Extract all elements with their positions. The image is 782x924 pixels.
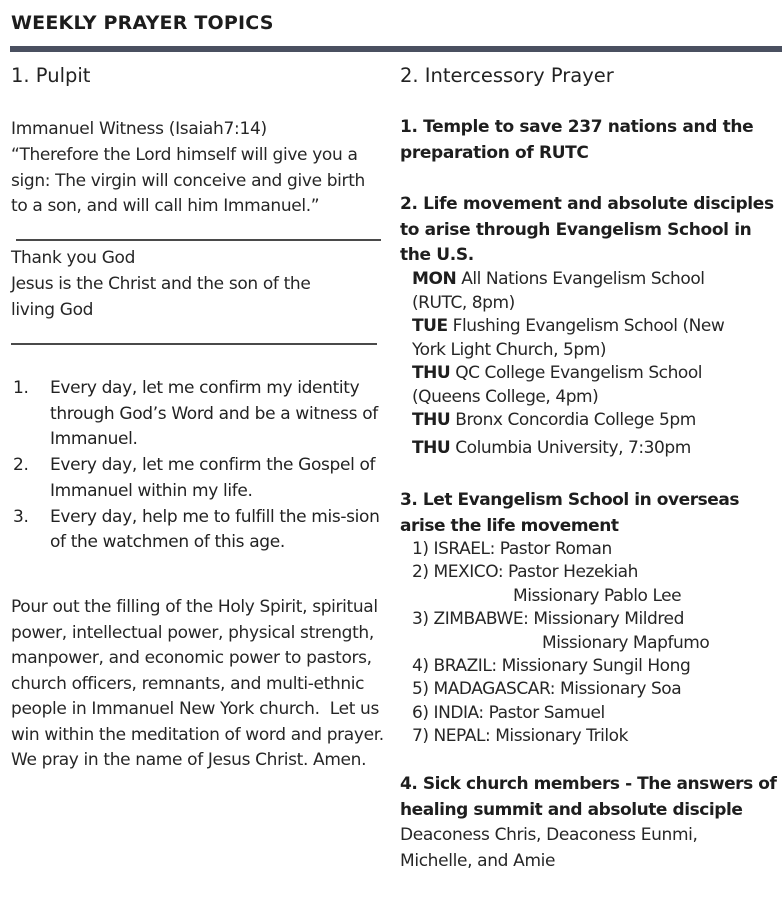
country-item: 4) BRAZIL: Missionary Sungil Hong <box>412 656 691 677</box>
day-label: THU <box>412 410 451 430</box>
country-item: 2) MEXICO: Pastor Hezekiah <box>412 562 638 583</box>
witness-title: Immanuel Witness (Isaiah7:14) <box>11 119 267 139</box>
day-label: MON <box>412 269 457 289</box>
evangelism-school-list <box>412 268 757 460</box>
intercessory-heading: 2. Intercessory Prayer <box>400 64 614 87</box>
list-item-text: Every day, let me confirm the Gospel of Immanuel within my life. <box>50 455 376 501</box>
country-item: 7) NEPAL: Missionary Trilok <box>412 726 628 747</box>
school-text: All Nations Evangelism School (RUTC, 8pm) <box>412 269 705 313</box>
country-item: 5) MADAGASCAR: Missionary Soa <box>412 679 682 700</box>
country-item: 6) INDIA: Pastor Samuel <box>412 702 605 723</box>
topic-overseas: 3. Let Evangelism School in overseas arise the life movement <box>400 490 740 536</box>
school-text: Columbia University, 7:30pm <box>455 437 691 458</box>
title-rule <box>10 46 782 52</box>
list-item <box>11 505 391 556</box>
day-label: TUE <box>412 316 448 336</box>
school-item <box>412 437 757 461</box>
school-text: Bronx Concordia College 5pm <box>455 410 696 430</box>
day-label: THU <box>412 437 451 458</box>
school-item <box>412 315 757 362</box>
sick-members-names: Deaconess Chris, Deaconess Eunmi, Michelle, and Amie <box>400 825 698 871</box>
school-text: QC College Evangelism School (Queens College, 4pm) <box>412 363 703 407</box>
scripture-verse: “Therefore the Lord himself will give you a sign: The virgin will conceive and give birth to a son, and will call him Immanuel.” <box>11 145 365 216</box>
country-item: 3) ZIMBABWE: Missionary Mildred <box>412 609 684 630</box>
country-item: 1) ISRAEL: Pastor Roman <box>412 539 612 559</box>
school-item <box>412 362 757 409</box>
school-item <box>412 268 757 315</box>
confession-text: Jesus is the Christ and the son of the living God <box>11 274 311 320</box>
country-item-extra: Missionary Mapfumo <box>542 632 710 653</box>
daily-prayer-list <box>11 376 391 556</box>
list-item-text: Every day, let me confirm my identity through God’s Word and be a witness of Immanuel. <box>50 378 378 450</box>
divider-line <box>16 239 381 241</box>
topic-sick-members: 4. Sick church members - The answers of healing summit and absolute disciple <box>400 774 777 820</box>
closing-prayer: Pour out the filling of the Holy Spirit, spiritual power, intellectual power, physical strength, manpower, and economic power to pastors, church officers, remnants, and multi-ethnic people in Immanuel New York church. Let us win within the meditation of word and prayer. We pray in the name of Jesus Christ. Amen. <box>11 597 389 770</box>
list-item <box>11 453 391 504</box>
divider-line <box>11 343 377 345</box>
pulpit-heading: 1. Pulpit <box>11 64 91 87</box>
list-item-number: 1. <box>13 378 29 398</box>
day-label: THU <box>412 363 451 383</box>
list-item <box>11 376 391 453</box>
thank-you-line: Thank you God <box>11 248 136 268</box>
topic-life-movement: 2. Life movement and absolute disciples to arise through Evangelism School in the U.S. <box>400 194 774 265</box>
country-item-extra: Missionary Pablo Lee <box>513 585 682 606</box>
list-item-number: 2. <box>13 455 29 476</box>
overseas-list <box>412 538 782 749</box>
topic-temple: 1. Temple to save 237 nations and the preparation of RUTC <box>400 117 754 163</box>
list-item-text: Every day, help me to fulfill the mis-sion of the watchmen of this age. <box>50 506 380 553</box>
school-item <box>412 409 757 433</box>
school-text: Flushing Evangelism School (New York Light Church, 5pm) <box>412 316 725 360</box>
page-title: WEEKLY PRAYER TOPICS <box>11 12 274 34</box>
list-item-number: 3. <box>13 506 29 527</box>
